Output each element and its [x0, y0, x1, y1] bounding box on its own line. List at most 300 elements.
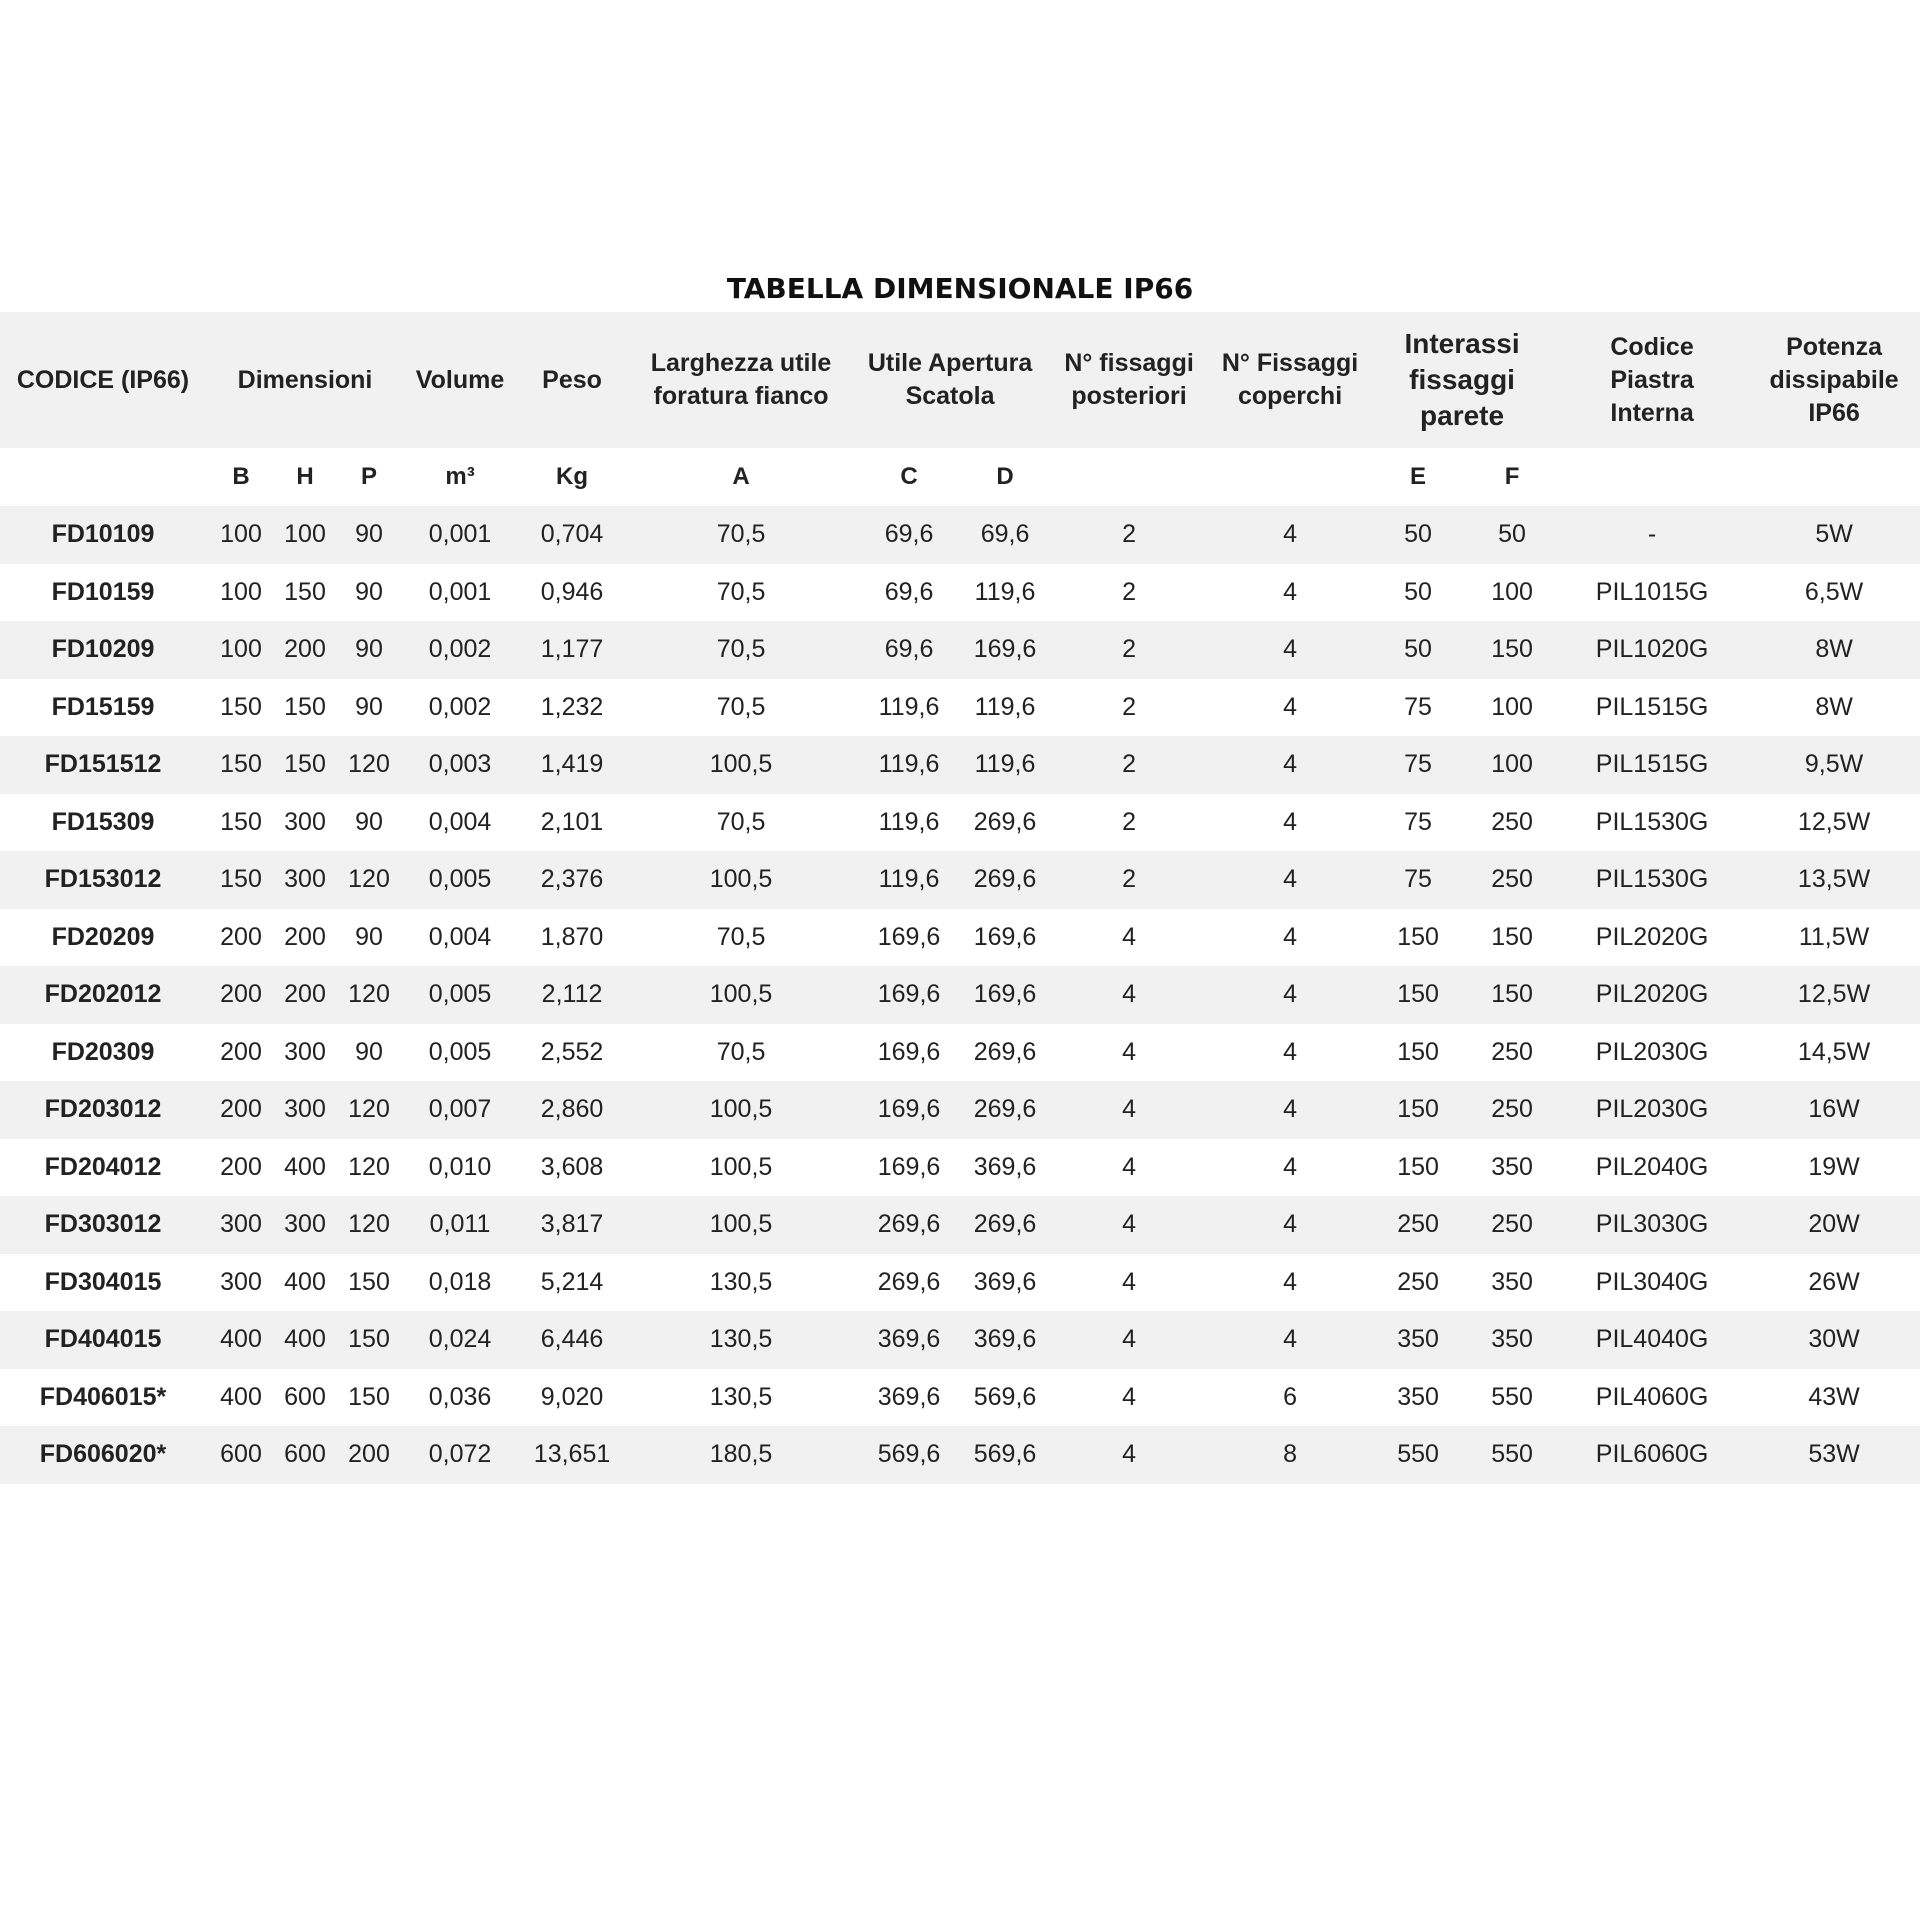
table-cell: 119,6 [878, 807, 940, 836]
table-cell: 90 [355, 692, 383, 721]
table-cell: 90 [355, 922, 383, 951]
product-code-cell: FD204012 [44, 1152, 162, 1181]
unit-cell: Kg [556, 463, 589, 490]
table-cell: 300 [284, 807, 326, 836]
table-cell: 0,011 [429, 1210, 491, 1239]
header-fiss-cop-line2: coperchi [1237, 382, 1343, 410]
table-cell: 269,6 [973, 807, 1037, 836]
product-code-cell: FD20309 [51, 1037, 155, 1066]
table-cell: 70,5 [716, 577, 766, 606]
table-cell: - [1647, 520, 1657, 549]
table-cell: 0,704 [540, 520, 604, 549]
table-cell: 200 [284, 922, 326, 951]
header-dimensioni: Dimensioni [237, 365, 373, 394]
table-cell: 350 [1491, 1152, 1533, 1181]
table-cell: PIL6060G [1595, 1440, 1709, 1469]
table-cell: 120 [348, 980, 390, 1009]
table-cell: 600 [284, 1440, 326, 1469]
table-cell: 4 [1283, 922, 1297, 951]
header-larghezza-line1: Larghezza utile [650, 349, 832, 377]
table-cell: 14,5W [1797, 1037, 1871, 1066]
table-cell: 4 [1283, 520, 1297, 549]
unit-cell: A [732, 463, 750, 490]
table-cell: 4 [1122, 1152, 1136, 1181]
table-cell: 75 [1404, 865, 1432, 894]
table-cell: 180,5 [709, 1440, 773, 1469]
table-cell: 0,005 [428, 980, 492, 1009]
table-cell: 119,6 [974, 577, 1036, 606]
table-cell: 2,101 [540, 807, 604, 836]
table-cell: 2,376 [540, 865, 604, 894]
table-cell: 90 [355, 1037, 383, 1066]
unit-cell: B [232, 463, 250, 490]
table-cell: PIL2030G [1595, 1095, 1709, 1124]
table-cell: 600 [284, 1382, 326, 1411]
table-cell: 300 [284, 1210, 326, 1239]
table-cell: 90 [355, 807, 383, 836]
table-cell: 0,002 [428, 692, 492, 721]
table-row [0, 1024, 1920, 1082]
table-cell: 400 [220, 1325, 262, 1354]
table-cell: 0,002 [428, 635, 492, 664]
table-cell: 9,020 [540, 1382, 604, 1411]
header-codice: CODICE (IP66) [16, 365, 190, 394]
header-potenza-line3: IP66 [1808, 398, 1860, 427]
header-fissaggi-posteriori [1046, 312, 1212, 448]
header-utile-line1: Utile Apertura [867, 349, 1033, 377]
table-cell: 269,6 [973, 865, 1037, 894]
table-cell: 169,6 [973, 635, 1037, 664]
table-cell: 300 [220, 1267, 262, 1296]
table-cell: 369,6 [877, 1325, 941, 1354]
table-cell: 269,6 [973, 1095, 1037, 1124]
table-cell: 100 [220, 635, 262, 664]
table-cell: 4 [1283, 1267, 1297, 1296]
table-cell: 75 [1404, 807, 1432, 836]
unit-cell: m³ [445, 463, 475, 490]
table-cell: 12,5W [1797, 807, 1871, 836]
table-cell: 4 [1122, 1382, 1136, 1411]
header-row [0, 312, 1920, 448]
table-row [0, 1426, 1920, 1484]
table-cell: PIL2020G [1595, 922, 1709, 951]
table-row [0, 1139, 1920, 1197]
table-cell: 250 [1491, 865, 1533, 894]
table-cell: 0,007 [428, 1095, 492, 1124]
table-cell: 119,6 [878, 865, 940, 894]
table-cell: 4 [1283, 692, 1297, 721]
table-cell: 2 [1122, 520, 1136, 549]
table-cell: 43W [1808, 1382, 1860, 1411]
table-cell: 6 [1283, 1382, 1297, 1411]
table-cell: 150 [220, 750, 262, 779]
table-cell: 4 [1122, 1095, 1136, 1124]
table-cell: 4 [1283, 1152, 1297, 1181]
table-row [0, 909, 1920, 967]
table-cell: 200 [220, 1037, 262, 1066]
unit-cell: D [996, 463, 1014, 490]
table-cell: PIL4060G [1595, 1382, 1709, 1411]
unit-cell [1212, 448, 1368, 506]
header-volume: Volume [415, 365, 505, 394]
table-cell: 369,6 [973, 1152, 1037, 1181]
table-cell: 3,817 [540, 1210, 604, 1239]
table-row [0, 621, 1920, 679]
header-codice-piastra [1556, 312, 1748, 448]
table-cell: 4 [1283, 1037, 1297, 1066]
header-potenza-line2: dissipabile [1769, 365, 1899, 394]
table-cell: 150 [220, 865, 262, 894]
table-cell: 119,6 [878, 750, 940, 779]
table-cell: 70,5 [716, 1037, 766, 1066]
table-cell: 269,6 [973, 1037, 1037, 1066]
table-cell: 20W [1808, 1210, 1860, 1239]
table-cell: 30W [1808, 1325, 1860, 1354]
table-cell: 150 [1397, 980, 1439, 1009]
unit-cell [1748, 448, 1920, 506]
table-cell: 100 [1491, 577, 1533, 606]
table-cell: 300 [284, 1095, 326, 1124]
unit-cell [0, 448, 206, 506]
table-cell: 70,5 [716, 520, 766, 549]
table-cell: 269,6 [877, 1267, 941, 1296]
product-code-cell: FD10209 [51, 635, 155, 664]
table-cell: 75 [1404, 750, 1432, 779]
table-cell: 130,5 [709, 1325, 773, 1354]
table-cell: 19W [1808, 1152, 1860, 1181]
table-cell: 200 [348, 1440, 390, 1469]
header-piastra-line3: Interna [1610, 398, 1694, 427]
table-cell: 0,072 [428, 1440, 492, 1469]
table-row [0, 851, 1920, 909]
table-cell: 16W [1808, 1095, 1860, 1124]
header-peso: Peso [542, 365, 602, 394]
table-cell: 150 [1491, 922, 1533, 951]
product-code-cell: FD606020* [39, 1440, 167, 1469]
table-cell: 150 [284, 692, 326, 721]
unit-cell: F [1504, 463, 1520, 490]
table-cell: 120 [348, 1095, 390, 1124]
table-cell: 200 [284, 980, 326, 1009]
product-code-cell: FD151512 [44, 750, 162, 779]
table-cell: 4 [1122, 1325, 1136, 1354]
table-cell: 2 [1122, 635, 1136, 664]
table-cell: 150 [1491, 635, 1533, 664]
table-cell: 250 [1397, 1210, 1439, 1239]
table-cell: 169,6 [973, 980, 1037, 1009]
table-cell: 200 [220, 1095, 262, 1124]
table-cell: 5W [1815, 520, 1853, 549]
dimension-table [0, 312, 1920, 1484]
table-cell: 0,946 [540, 577, 604, 606]
product-code-cell: FD15159 [51, 692, 155, 721]
table-cell: 100 [1491, 692, 1533, 721]
table-cell: 0,003 [428, 750, 492, 779]
table-cell: 169,6 [877, 922, 941, 951]
table-cell: 1,232 [540, 692, 604, 721]
table-cell: 8W [1815, 635, 1853, 664]
table-cell: 2 [1122, 865, 1136, 894]
table-cell: 100 [284, 520, 326, 549]
table-cell: 4 [1122, 1440, 1136, 1469]
table-cell: 300 [284, 865, 326, 894]
table-cell: 4 [1122, 980, 1136, 1009]
table-cell: 50 [1404, 577, 1432, 606]
table-cell: 150 [284, 577, 326, 606]
product-code-cell: FD15309 [51, 807, 155, 836]
table-cell: 26W [1808, 1267, 1860, 1296]
header-fiss-cop-line1: N° Fissaggi [1221, 349, 1359, 377]
table-cell: 120 [348, 1152, 390, 1181]
header-potenza [1748, 312, 1920, 448]
table-cell: 2,860 [540, 1095, 604, 1124]
table-cell: 250 [1397, 1267, 1439, 1296]
table-cell: 69,6 [884, 577, 934, 606]
table-cell: 550 [1491, 1440, 1533, 1469]
product-code-cell: FD404015 [44, 1325, 162, 1354]
table-cell: 369,6 [973, 1325, 1037, 1354]
table-cell: 70,5 [716, 807, 766, 836]
table-cell: 269,6 [877, 1210, 941, 1239]
table-cell: 269,6 [973, 1210, 1037, 1239]
header-piastra-line1: Codice [1610, 332, 1694, 361]
table-cell: 200 [220, 922, 262, 951]
unit-cell: H [296, 463, 314, 490]
table-cell: PIL1015G [1595, 577, 1709, 606]
table-row [0, 736, 1920, 794]
table-cell: 4 [1122, 1037, 1136, 1066]
table-cell: 150 [1397, 1095, 1439, 1124]
table-row [0, 1254, 1920, 1312]
table-cell: 350 [1491, 1325, 1533, 1354]
units-row [0, 448, 1920, 506]
product-code-cell: FD202012 [44, 980, 162, 1009]
table-cell: 0,024 [428, 1325, 492, 1354]
table-cell: 0,001 [428, 577, 492, 606]
table-cell: 0,005 [428, 1037, 492, 1066]
table-cell: 119,6 [974, 750, 1036, 779]
table-cell: 69,6 [884, 635, 934, 664]
table-cell: 369,6 [973, 1267, 1037, 1296]
table-cell: 169,6 [877, 980, 941, 1009]
table-cell: 70,5 [716, 922, 766, 951]
table-cell: 0,018 [428, 1267, 492, 1296]
table-cell: 569,6 [877, 1440, 941, 1469]
table-cell: 369,6 [877, 1382, 941, 1411]
header-fiss-post-line2: posteriori [1071, 382, 1187, 410]
unit-cell: P [361, 463, 378, 490]
product-code-cell: FD153012 [44, 865, 162, 894]
table-cell: 4 [1283, 1325, 1297, 1354]
header-fissaggi-coperchi [1212, 312, 1368, 448]
table-cell: 130,5 [709, 1267, 773, 1296]
table-row [0, 1369, 1920, 1427]
table-cell: PIL1530G [1595, 865, 1709, 894]
table-cell: 200 [220, 1152, 262, 1181]
table-cell: 9,5W [1804, 750, 1864, 779]
table-cell: 1,870 [540, 922, 604, 951]
table-cell: 100,5 [709, 1152, 773, 1181]
table-cell: 100,5 [709, 865, 773, 894]
table-cell: 4 [1122, 922, 1136, 951]
table-cell: 2 [1122, 692, 1136, 721]
table-cell: 150 [348, 1267, 390, 1296]
table-cell: 400 [284, 1267, 326, 1296]
table-cell: 50 [1404, 520, 1432, 549]
table-cell: PIL2040G [1595, 1152, 1709, 1181]
table-cell: 169,6 [877, 1152, 941, 1181]
table-cell: 4 [1283, 577, 1297, 606]
table-title: TABELLA DIMENSIONALE IP66 [726, 272, 1194, 305]
table-cell: 550 [1397, 1440, 1439, 1469]
table-cell: 169,6 [877, 1037, 941, 1066]
table-cell: 100,5 [709, 1095, 773, 1124]
table-cell: PIL1530G [1595, 807, 1709, 836]
table-row [0, 794, 1920, 852]
table-cell: 150 [220, 692, 262, 721]
table-cell: 0,004 [428, 922, 492, 951]
header-potenza-line1: Potenza [1786, 332, 1882, 361]
table-cell: 11,5W [1798, 922, 1870, 951]
header-piastra-line2: Piastra [1610, 365, 1694, 394]
product-code-cell: FD203012 [44, 1095, 162, 1124]
product-code-cell: FD20209 [51, 922, 155, 951]
table-row [0, 564, 1920, 622]
table-cell: 600 [220, 1440, 262, 1469]
table-cell: 569,6 [973, 1382, 1037, 1411]
table-cell: 100 [220, 520, 262, 549]
table-row [0, 679, 1920, 737]
table-cell: 4 [1283, 1210, 1297, 1239]
table-cell: 120 [348, 750, 390, 779]
table-cell: 119,6 [878, 692, 940, 721]
table-cell: PIL3030G [1595, 1210, 1709, 1239]
table-cell: 200 [220, 980, 262, 1009]
table-cell: 120 [348, 1210, 390, 1239]
product-code-cell: FD10159 [51, 577, 155, 606]
table-cell: 3,608 [540, 1152, 604, 1181]
table-cell: 250 [1491, 1037, 1533, 1066]
table-cell: 350 [1491, 1267, 1533, 1296]
table-cell: 120 [348, 865, 390, 894]
table-cell: 1,177 [540, 635, 604, 664]
table-cell: PIL1515G [1595, 692, 1709, 721]
table-row [0, 1196, 1920, 1254]
table-cell: 169,6 [877, 1095, 941, 1124]
table-cell: 12,5W [1797, 980, 1871, 1009]
table-cell: PIL3040G [1595, 1267, 1709, 1296]
table-cell: 350 [1397, 1382, 1439, 1411]
table-cell: 13,651 [533, 1440, 611, 1469]
table-cell: 90 [355, 635, 383, 664]
table-cell: 4 [1283, 865, 1297, 894]
table-cell: 1,419 [540, 750, 604, 779]
table-cell: 4 [1283, 750, 1297, 779]
table-cell: 100,5 [709, 980, 773, 1009]
unit-cell: E [1410, 463, 1427, 490]
table-cell: 6,446 [540, 1325, 604, 1354]
table-cell: 119,6 [974, 692, 1036, 721]
table-cell: 250 [1491, 807, 1533, 836]
table-cell: 6,5W [1804, 577, 1864, 606]
product-code-cell: FD303012 [44, 1210, 162, 1239]
header-larghezza-line2: foratura fianco [653, 382, 829, 410]
table-cell: PIL2030G [1595, 1037, 1709, 1066]
table-cell: 2,112 [541, 980, 603, 1009]
table-cell: 0,036 [428, 1382, 492, 1411]
table-cell: 250 [1491, 1095, 1533, 1124]
table-cell: 4 [1122, 1267, 1136, 1296]
table-cell: 150 [1491, 980, 1533, 1009]
table-cell: 0,010 [428, 1152, 492, 1181]
header-interassi-line2: fissaggi [1409, 364, 1515, 395]
unit-cell [1046, 448, 1212, 506]
table-cell: 8W [1815, 692, 1853, 721]
table-cell: 250 [1491, 1210, 1533, 1239]
table-cell: 150 [1397, 1037, 1439, 1066]
table-cell: 69,6 [980, 520, 1030, 549]
table-cell: 400 [284, 1152, 326, 1181]
table-cell: 70,5 [716, 635, 766, 664]
table-cell: 5,214 [540, 1267, 604, 1296]
table-cell: 50 [1404, 635, 1432, 664]
table-cell: PIL4040G [1595, 1325, 1709, 1354]
table-cell: 169,6 [973, 922, 1037, 951]
table-cell: 4 [1283, 635, 1297, 664]
header-utile-apertura [854, 312, 1046, 448]
table-cell: 8 [1283, 1440, 1297, 1469]
header-larghezza [628, 312, 854, 448]
table-row [0, 506, 1920, 564]
table-cell: 70,5 [716, 692, 766, 721]
table-cell: 150 [1397, 922, 1439, 951]
table-cell: 569,6 [973, 1440, 1037, 1469]
table-cell: 150 [348, 1325, 390, 1354]
table-cell: 2 [1122, 807, 1136, 836]
table-cell: PIL1020G [1595, 635, 1709, 664]
table-cell: 13,5W [1797, 865, 1871, 894]
table-cell: 300 [220, 1210, 262, 1239]
table-cell: 90 [355, 577, 383, 606]
header-interassi-line1: Interassi [1404, 328, 1520, 359]
table-cell: 100 [1491, 750, 1533, 779]
header-interassi [1368, 312, 1556, 448]
table-cell: 400 [284, 1325, 326, 1354]
table-cell: 2,552 [540, 1037, 604, 1066]
product-code-cell: FD304015 [44, 1267, 162, 1296]
table-cell: 350 [1397, 1325, 1439, 1354]
table-cell: 150 [220, 807, 262, 836]
table-cell: 400 [220, 1382, 262, 1411]
table-cell: 100,5 [709, 1210, 773, 1239]
table-cell: 150 [284, 750, 326, 779]
product-code-cell: FD406015* [39, 1382, 167, 1411]
table-cell: 130,5 [709, 1382, 773, 1411]
table-cell: 4 [1283, 1095, 1297, 1124]
unit-cell: C [900, 463, 918, 490]
table-row [0, 1081, 1920, 1139]
table-cell: 150 [1397, 1152, 1439, 1181]
header-fiss-post-line1: N° fissaggi [1064, 349, 1194, 377]
table-cell: 0,004 [428, 807, 492, 836]
table-row [0, 1311, 1920, 1369]
table-cell: 90 [355, 520, 383, 549]
table-cell: PIL1515G [1595, 750, 1709, 779]
table-cell: 100,5 [709, 750, 773, 779]
table-cell: 4 [1122, 1210, 1136, 1239]
table-cell: 50 [1498, 520, 1526, 549]
table-cell: 100 [220, 577, 262, 606]
